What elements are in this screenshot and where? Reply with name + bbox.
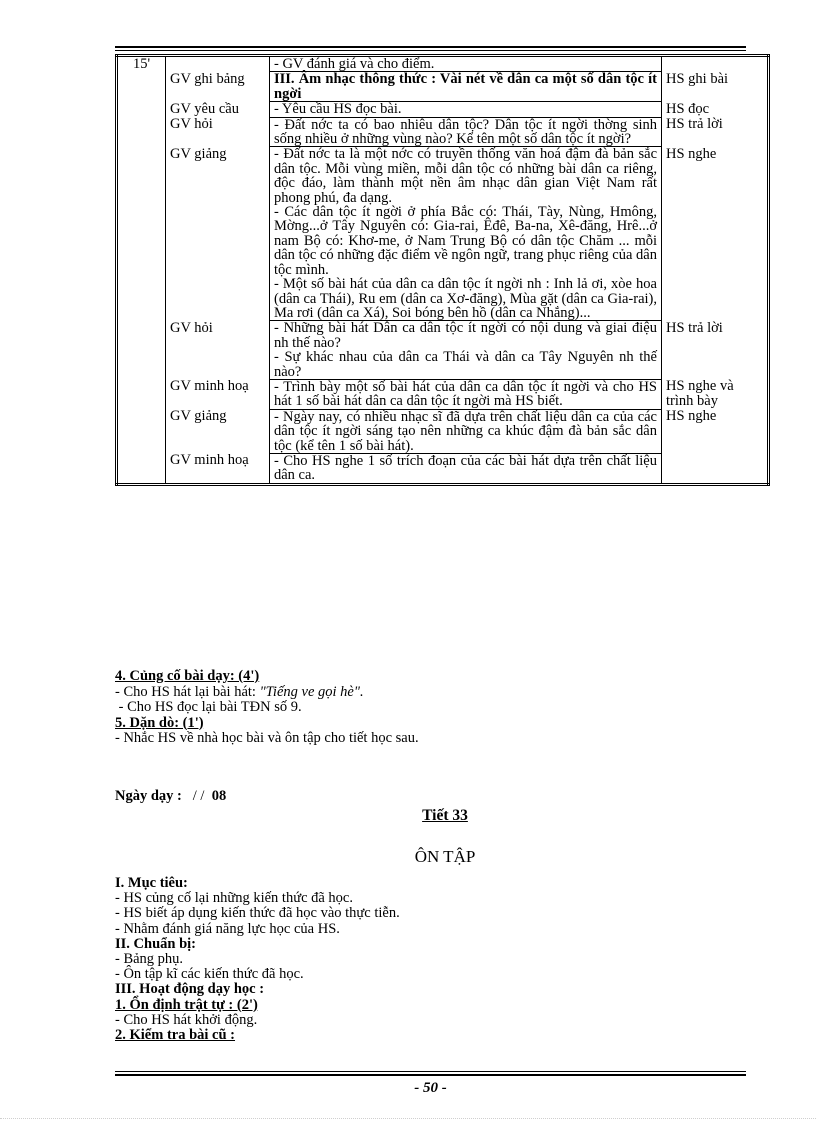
actor-cell <box>166 102 270 117</box>
student-activity-cell <box>662 409 769 453</box>
table-row <box>117 102 769 117</box>
page-number: - 50 - <box>414 1080 447 1096</box>
teacher-text: - Đất nớc ta có bao nhiêu dân tộc? Dân tộc ít ngời thờng sinh sống nhiều ở những vùng nào? Kể tên một số dân tộc ít ngời? <box>274 116 657 148</box>
student-activity-cell <box>662 102 769 117</box>
bottom-rule-thin <box>115 1071 746 1072</box>
song-title: "Tiếng ve gọi hè". <box>259 683 364 700</box>
student-activity-cell <box>662 147 769 321</box>
student-label: HS nghe và trình bày <box>666 378 734 409</box>
page-edge-divider <box>0 1118 816 1119</box>
teacher-text: - Trình bày một số bài hát của dân ca dân tộc ít ngời và cho HS hát 1 số bài hát dân ca dân tộc ít ngời mà HS biết. <box>274 378 657 410</box>
lesson-number-text: Tiết 33 <box>422 807 468 824</box>
table-row <box>117 147 769 321</box>
actor-cell <box>166 321 270 380</box>
section-heading-music-theory: III. Âm nhạc thông thức : Vài nét về dân ca một số dân tộc ít ngời <box>274 71 657 102</box>
top-rule-thin <box>115 50 746 51</box>
consolidate-heading: 4. Củng cố bài dạy: (4') <box>115 668 260 684</box>
student-activity-cell <box>662 56 769 72</box>
teacher-text: - Sự khác nhau của dân ca Thái và dân ca Tây Nguyên nh thế nào? <box>274 349 657 380</box>
consolidate-line-2: - Cho HS đọc lại bài TĐN số 9. <box>115 699 302 715</box>
list-item: - HS biết áp dụng kiến thức đã học vào thực tiễn. <box>115 905 400 922</box>
lesson-activity-table <box>115 54 770 486</box>
teacher-activity-cell <box>270 379 662 409</box>
consolidate-line-1-text: - Cho HS hát lại bài hát: <box>115 683 260 700</box>
student-activity-cell <box>662 453 769 484</box>
table-row <box>117 409 769 453</box>
actor-cell <box>166 72 270 102</box>
student-activity-cell <box>662 321 769 380</box>
actor-label: GV giảng <box>170 145 227 162</box>
table-row <box>117 379 769 409</box>
actor-label: GV hỏi <box>170 319 213 336</box>
teacher-text: - Cho HS nghe 1 số trích đoạn của các bài hát dựa trên chất liệu dân ca. <box>274 452 657 484</box>
bottom-rule-thick <box>115 1074 746 1076</box>
top-rule-thick <box>115 46 746 48</box>
time-value: 15' <box>132 56 151 72</box>
activities-heading: III. Hoạt động dạy học : <box>115 981 265 998</box>
student-label: HS nghe <box>666 408 717 425</box>
consolidate-section <box>115 669 755 747</box>
teacher-text: - GV đánh giá và cho điểm. <box>274 56 435 72</box>
teacher-text: - Một số bài hát của dân ca dân tộc ít ngời nh : Inh lả ơi, xòe hoa (dân ca Thái), Ru em (dân ca Xơ-đăng), Mùa gặt (dân ca Gia-rai), Ma rơi (dân ca Xá), Soi bóng bên hồ (dân ca Nhắng)... <box>274 276 657 321</box>
homework-line: - Nhắc HS về nhà học bài và ôn tập cho tiết học sau. <box>115 730 419 746</box>
teacher-activity-cell <box>270 147 662 321</box>
actor-label: GV yêu cầu <box>170 100 239 117</box>
actor-label: GV hỏi <box>170 116 213 133</box>
actor-cell <box>166 453 270 484</box>
actor-label: GV minh hoạ <box>170 378 249 395</box>
table-row <box>117 453 769 484</box>
preparation-heading: II. Chuẩn bị: <box>115 935 196 952</box>
actor-label: GV ghi bảng <box>170 70 245 87</box>
teacher-activity-cell <box>270 453 662 484</box>
step2-heading: 2. Kiểm tra bài cũ : <box>115 1027 236 1044</box>
date-line <box>115 789 755 805</box>
teacher-activity-cell <box>270 321 662 380</box>
date-label: Ngày dạy : <box>115 788 182 804</box>
student-label: HS trả lời <box>666 319 723 336</box>
list-item: - Bảng phụ. <box>115 951 184 968</box>
homework-heading: 5. Dặn dò: (1') <box>115 714 204 731</box>
teacher-text: - Đất nớc ta là một nớc có truyền thống văn hoá đậm đà bản sắc dân tộc. Mỗi vùng miền, mỗi dân tộc có những bài dân ca riêng, độc đáo, làm thành một nền âm nhạc dân gian Việt Nam rất phong phú, đa dạng. <box>274 146 657 206</box>
table-row <box>117 117 769 147</box>
table-row <box>117 72 769 102</box>
teacher-activity-cell <box>270 409 662 453</box>
actor-cell <box>166 117 270 147</box>
lesson-plan-body <box>115 876 755 1043</box>
student-label: HS trả lời <box>666 116 723 133</box>
teacher-text: - Các dân tộc ít ngời ở phía Bắc có: Thái, Tày, Nùng, Hmông, Mờng...ở Tây Nguyên có: Gia-rai, Êđê, Ba-na, Xê-đăng, Hrê...ở nam Bộ có: Khơ-me, ở Nam Trung Bộ có dân tộc Chăm ... mỗi dân tộc có những đặc điểm về ngôn ngữ, trang phục riêng của dân tộc mình. <box>274 204 657 278</box>
student-label: HS nghe <box>666 145 717 162</box>
actor-cell <box>166 56 270 72</box>
date-year: 08 <box>211 788 227 804</box>
list-item: - HS củng cố lại những kiến thức đã học. <box>115 890 353 907</box>
teacher-activity-cell <box>270 72 662 102</box>
lesson-title <box>115 849 775 864</box>
student-label: HS đọc <box>666 100 710 117</box>
teacher-activity-cell <box>270 102 662 117</box>
list-item: - Cho HS hát khởi động. <box>115 1011 258 1028</box>
student-activity-cell <box>662 379 769 409</box>
lesson-title-text: ÔN TẬP <box>414 847 476 866</box>
table-row <box>117 321 769 380</box>
table-row <box>117 56 769 72</box>
actor-cell <box>166 409 270 453</box>
student-activity-cell <box>662 72 769 102</box>
consolidate-line-1 <box>115 685 755 701</box>
student-activity-cell <box>662 117 769 147</box>
step1-heading: 1. Ổn định trật tự : (2') <box>115 996 258 1013</box>
time-cell <box>117 56 166 485</box>
lesson-number <box>115 808 775 823</box>
student-label: HS ghi bài <box>666 70 729 87</box>
list-item: - Ôn tập kĩ các kiến thức đã học. <box>115 966 304 983</box>
actor-cell <box>166 379 270 409</box>
teacher-activity-cell <box>270 117 662 147</box>
actor-label: GV minh hoạ <box>170 452 249 469</box>
actor-cell <box>166 147 270 321</box>
teacher-text: - Yêu cầu HS đọc bài. <box>274 101 402 118</box>
teacher-text: - Ngày nay, có nhiều nhạc sĩ đã dựa trên chất liệu dân ca của các dân tộc ít ngời sáng tạo nên những ca khúc đậm đà bản sắc dân tộc (kể tên 1 số bài hát). <box>274 408 657 454</box>
teacher-text: - Những bài hát Dân ca dân tộc ít ngời có nội dung và giai điệu nh thế nào? <box>274 320 657 351</box>
list-item: - Nhằm đánh giá năng lực học của HS. <box>115 920 340 937</box>
actor-label: GV giảng <box>170 408 227 425</box>
date-slashes: / / <box>192 788 205 804</box>
objectives-heading: I. Mục tiêu: <box>115 875 188 891</box>
teacher-activity-cell <box>270 56 662 72</box>
